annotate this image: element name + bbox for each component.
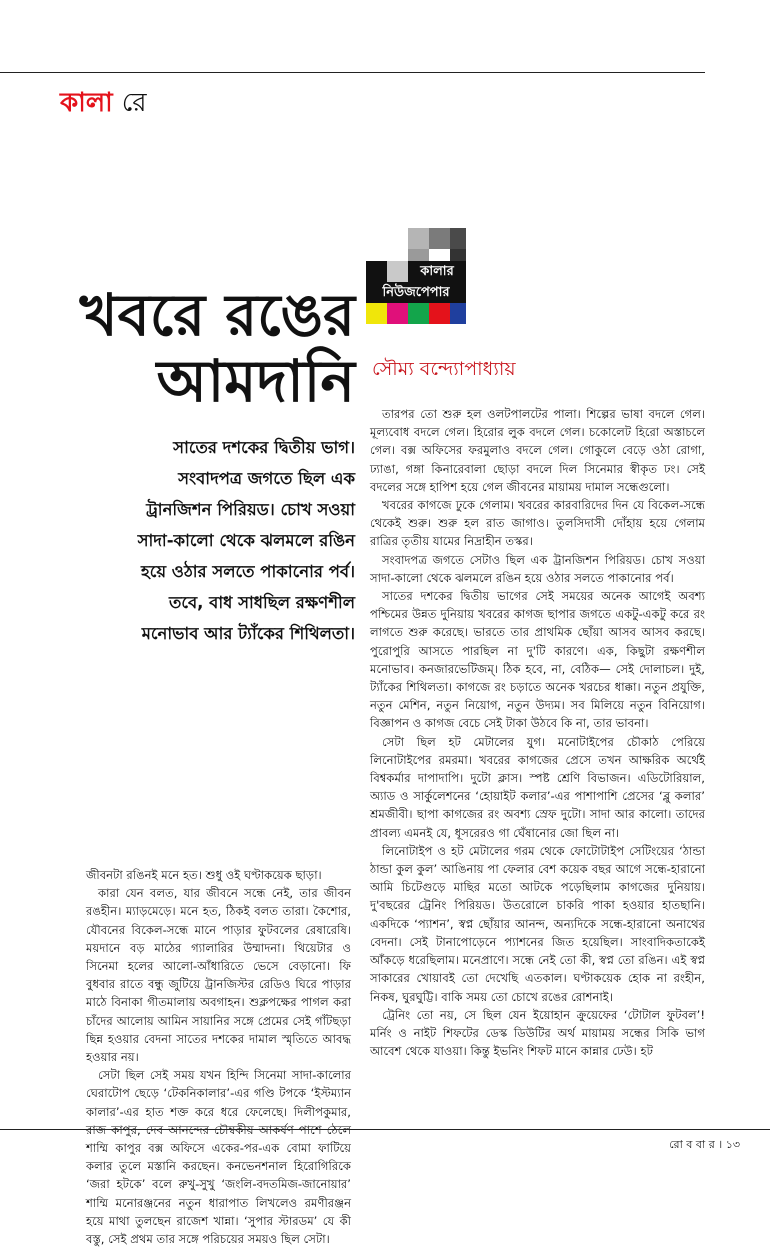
body-paragraph: খবরের কাগজে ঢুকে গেলাম। খবরের কারবারিদের দিন যে বিকেল-সন্ধে থেকেই শুরু। শুরু হল রাত জাগাও। তুলসিদাসী দোঁহায় হয়ে গেলাম রাত্রির তৃতীয় যামের নিদ্রাহীন তস্কর। [370,498,705,549]
body-paragraph: সাতের দশকের দ্বিতীয় ভাগের সেই সময়ের অনেক আগেই অবশ্য পশ্চিমের উন্নত দুনিয়ায় খবরের কাগজ ছাপার জগতে একটু-একটু করে রং লাগতে শুরু করেছে। ভারতে তার প্রাথমিক ছোঁয়া আসব আসব করছে। পুরোপুরি আসতে পারছিল না দু'টি কারণে। এক, কিছুটা রক্ষণশীল মনোভাব। কনজারভেটিজম্‌। ঠিক হবে, না, বেঠিক— সেই দোলাচল। দুই, ট্যাঁকের শিথিলতা। কাগজে রং চড়াতে অনেক খরচের ধাক্কা। নতুন প্রযুক্তি, নতুন মেশিন, নতুন নিয়োগ, নতুন উদ্যম। সব মিলিয়ে নতুন বিনিয়োগ। বিজ্ঞাপন ও কাগজ বেচে সেই টাকা উঠবে কি না, তার ভাবনা। [370,589,705,731]
standfirst-line: তবে, বাধ সাধছিল রক্ষণশীল [168,593,355,612]
logo-square [429,303,450,324]
standfirst-line: মনোভাব আর ট্যাঁকের শিথিলতা। [141,624,355,643]
body-paragraph: সংবাদপত্র জগতে সেটাও ছিল এক ট্রানজিশন পিরিয়ড। চোখ সওয়া সাদা-কালো থেকে ঝলমলে রঙিন হয়ে ওঠার সলতে পাকানোর পর্ব। [370,552,705,585]
bottom-rule [0,1129,770,1130]
top-rule [0,72,705,73]
body-paragraph: সেটা ছিল হট মেটালের যুগ। মনোটাইপের চৌকাঠ পেরিয়ে লিনোটাইপের রমরমা। খবরের কাগজের প্রেসে তখন আক্ষরিক অর্থেই বিশ্বকর্মার দাপাদাপি। দুটো ক্লাস। স্পষ্ট শ্রেণি বিভাজন। এডিটোরিয়াল, অ্যাড ও সার্কুলেশনের ‘হোয়াইট কলার’-এর পাশাপাশি প্রেসের ‘ব্লু কলার’ শ্রমজীবী। ছাপা কাগজের রং অবশ্য স্রেফ দুটো। সাদা আর কালো। তাদের প্রাবল্য এমনই যে, ধূসরেরও গা ঘেঁষানোর জো ছিল না। [370,734,705,840]
logo-square [387,261,408,282]
standfirst-line: সাতের দশকের দ্বিতীয় ভাগ। [173,438,355,457]
section-tag [60,82,147,126]
logo-word-top: কালার [408,261,466,282]
headline [55,282,355,414]
logo-square [450,303,466,324]
standfirst-line: হয়ে ওঠার সলতে পাকানোর পর্ব। [141,562,355,581]
logo-word-bottom: নিউজপেপার [366,282,466,303]
body-paragraph: জীবনটা রঙিনই মনে হত। শুধু ওই ঘণ্টাকয়েক ছাড়া। [86,868,322,882]
body-paragraph: ট্রেনিং তো নয়, সে ছিল যেন ইয়োহান ক্রুয়েফের ‘টোটাল ফুটবল’! মর্নিং ও নাইট শিফটের ডেস্ক ডিউটির অর্থ মায়াময় সন্ধের সিকি ভাগ আবেশ থেকে যাওয়া। কিন্তু ইভনিং শিফট মানে কান্নার ঢেউ। হট [370,1007,705,1059]
logo-square [429,228,450,249]
page-folio: রো ব বা র । ১৩ [669,1138,740,1151]
headline-line: খবরে রঙের [79,281,355,349]
body-paragraph: সেটা ছিল সেই সময় যখন হিন্দি সিনেমা সাদা-কালোর ঘেরাটোপ ছেড়ে ‘টেকনিকালার’-এর গণ্ডি টপকে ‘ইস্টম্যান কালার’-এর হাত শক্ত করে ধরে ফেলেছে। দিলীপকুমার, রাজ কাপুর, দেব আনন্দের চৌম্বকীয় আকর্ষণ পাশে ঠেলে শাম্মি কাপুর বক্স অফিসে একের-পর-এক বোমা ফাটিয়ে কলার তুলে মস্তানি করছেন। কনভেনশনাল হিরোগিরিকে ‘জরা হটকে’ বলে রুখু-সুখু ‘জংলি-বদতমিজ-জানোয়ার’ শাম্মি মনোরঞ্জনের নতুন ধারাপাত লিখলেও রমণীরঞ্জন হয়ে মাথা তুলছেন রাজেশ খান্না। ‘সুপার স্টারডম’ যে কী বস্তু, সেই প্রথম তার সঙ্গে পরিচয়ের সময়ও ছিল সেটা। [86,1068,351,1247]
body-column-left [86,866,351,1248]
logo-square [387,303,408,324]
standfirst-line: সংবাদপত্র জগতে ছিল এক [178,469,355,488]
standfirst-line: ট্রানজিশন পিরিয়ড। চোখ সওয়া [146,500,355,519]
logo-square [366,261,387,282]
logo-square [408,228,429,249]
headline-line: আমদানি [156,347,355,415]
body-paragraph: তারপর তো শুরু হল ওলটপালটের পালা। শিল্পের ভাষা বদলে গেল। মূল্যবোধ বদলে গেল। হিরোর লুক বদলে গেল। চকোলেট হিরো অস্তাচলে গেল। বক্স অফিসের ফরমুলাও বদলে গেল। গোকুলে বেড়ে ওঠা রোগা, ঢ্যাঙা, গঙ্গা কিনারেবালা ছোড়া বদলে দিল সিনেমার স্বীকৃত ঢং। সেই বদলের সঙ্গে হাপিশ হয়ে গেল জীবনের মায়াময় দামাল সন্ধেগুলো। [370,407,705,494]
logo-square [450,228,466,249]
section-tag-word2: রে [121,88,147,118]
body-paragraph: লিনোটাইপ ও হট মেটালের গরম থেকে ফোটোটাইপ সেটিংয়ের ‘ঠান্ডা ঠান্ডা কুল কুল’ আঙিনায় পা ফেলার বেশ কয়েক বছর আগে সন্ধে-হারানো আমি চিটেগুড়ে মাছির মতো আটকে পড়েছিলাম কাগজের দুনিয়ায়। দু'বছরের ট্রেনিং পিরিয়ড। উতরোলে চাকরি পাকা হওয়ার হাতছানি। একদিকে ‘প্যাশন’, স্বপ্ন ছোঁয়ার আনন্দ, অন্যদিকে সন্ধে-হারানো অনাথের বেদনা। সেই টানাপোড়েনে প্যাশনের জিত হয়েছিল। সাংবাদিকতাকেই আঁকড়ে ধরেছিলাম। মনেপ্রাণে। সন্ধে নেই তো কী, স্বপ্ন তো রঙিন। এই স্বপ্ন সাকারের খোয়াবই তো দেখেছি এতকাল। ঘণ্টাকয়েক হোক না রংহীন, নিকষ, ঘুরঘুট্টি। বাকি সময় তো চোখে রঙের রোশনাই। [370,843,705,1004]
standfirst-line: সাদা-কালো থেকে ঝলমলে রঙিন [137,531,355,550]
logo-square [366,303,387,324]
logo-square [408,303,429,324]
body-column-right [370,405,705,1060]
standfirst [90,432,355,649]
body-paragraph: কারা যেন বলত, যার জীবনে সন্ধে নেই, তার জীবন রঙহীন। ম্যাড়মেড়ে। মনে হত, ঠিকই বলত তারা। কৈশোর, যৌবনের বিকেল-সন্ধে মানে পাড়ার ফুটবলের রেষারেষি। ময়দানে বড় মাঠের গ্যালারির উম্মাদনা। থিয়েটার ও সিনেমা হলের আলো-আঁধারিতে ভেসে বেড়ানো। ফি বুধবার রাতে বন্ধু জুটিয়ে ট্রানজিস্টর রেডিও ঘিরে পাড়ার মাঠে বিনাকা গীতমালায় অবগাহন। শুক্লপক্ষের পাগল করা চাঁদের আলোয় আমিন সায়ানির সঙ্গে প্রেমের সেই গাঁটছড়া ছিন্ন হওয়ার বেদনা সাতের দশকের দামাল স্মৃতিতে আবদ্ধ হওয়ার নয়। [86,886,351,1065]
author-byline: সৌম্য বন্দ্যোপাধ্যায় [372,358,516,380]
colour-newspaper-logo [366,228,466,332]
section-tag-word1: কালা [60,88,113,118]
